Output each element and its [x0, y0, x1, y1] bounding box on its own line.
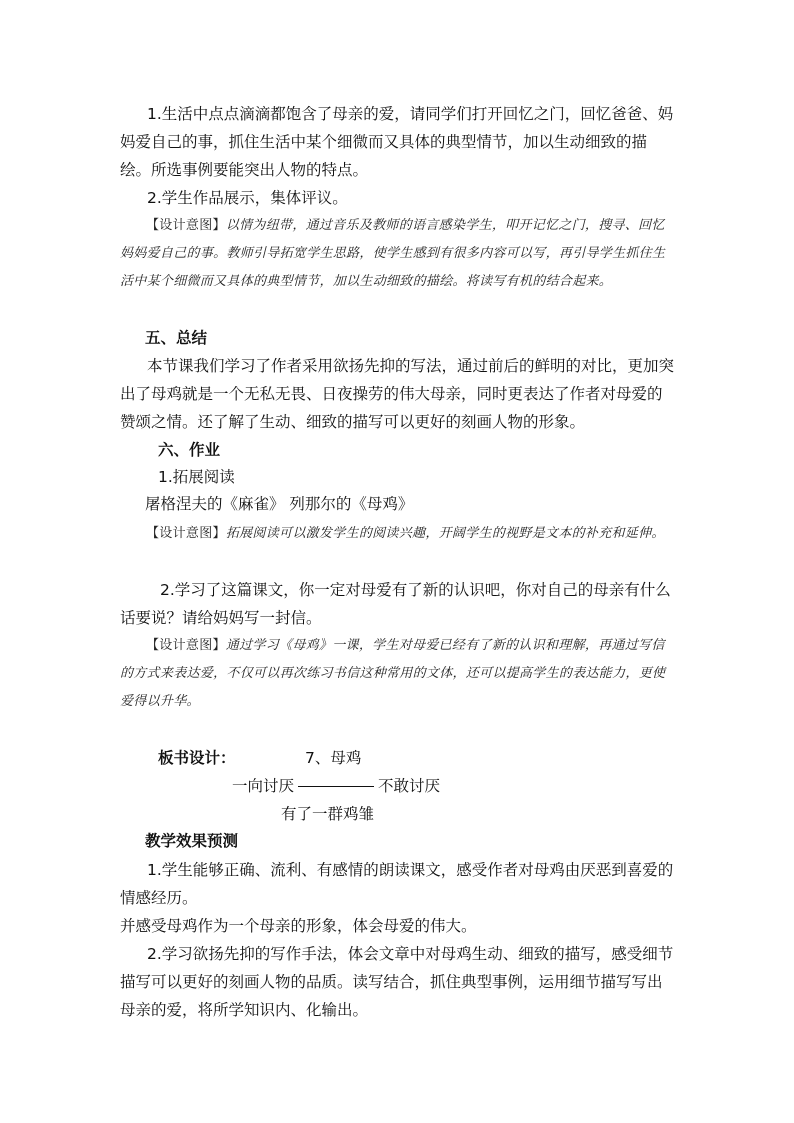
- design-text: 通过学习《母鸡》一课，学生对母爱已经有了新的认识和理解，再通过写信的方式来表达爱，不仅可以再次练习书信这种常用的文体，还可以提高学生的表达能力，更使爱得以升华。: [120, 638, 666, 709]
- effect-item2: 2.学习欲扬先抑的写作手法，体会文章中对母鸡生动、细致的描写，感受细节描写可以更好的刻画人物的品质。读写结合，抓住典型事例，运用细节描写写出母亲的爱，将所学知识内、化输出。: [120, 945, 674, 1019]
- section4-item2: 2.学生作品展示，集体评议。: [147, 189, 348, 207]
- design-tag: 【设计意图】: [146, 526, 226, 541]
- board-left-text: 一向讨厌: [232, 777, 295, 795]
- board-contrast-row: [232, 774, 440, 796]
- effect-heading: 教学效果预测: [145, 832, 239, 850]
- section5-heading: 五、总结: [145, 329, 208, 347]
- board-lesson-title: 7、母鸡: [305, 749, 362, 767]
- section6-item2: 2.学习了这篇课文，你一定对母爱有了新的认识吧，你对自己的母亲有什么话要说？请给妈妈写一封信。: [120, 581, 671, 627]
- section4-design-note: [120, 212, 676, 296]
- board-right-text: 不敢讨厌: [378, 777, 441, 795]
- board-connector-line: [298, 786, 374, 787]
- design-tag: 【设计意图】: [146, 638, 226, 653]
- design-text: 以情为纽带，通过音乐及教师的语言感染学生，叩开记忆之门，搜寻、回忆妈妈爱自己的事。教师引导拓宽学生思路，使学生感到有很多内容可以写，再引导学生抓住生活中某个细微而又具体的典型情节，加以生动细致的描绘。将读写有机的结合起来。: [120, 218, 666, 289]
- board-bottom-text: 有了一群鸡雏: [281, 805, 375, 823]
- section6-design-note-1: [120, 520, 676, 548]
- section6-books: 屠格涅夫的《麻雀》 列那尔的《母鸡》: [145, 495, 414, 513]
- section6-item1: 1.拓展阅读: [158, 468, 235, 486]
- section4-item1: 1.生活中点点滴滴都饱含了母亲的爱，请同学们打开回忆之门，回忆爸爸、妈妈爱自己的事，抓住生活中某个细微而又具体的典型情节，加以生动细致的描绘。所选事例要能突出人物的特点。: [120, 105, 674, 179]
- section6-heading: 六、作业: [158, 441, 221, 459]
- design-tag: 【设计意图】: [146, 218, 226, 233]
- section6-design-note-2: [120, 632, 676, 716]
- design-text: 拓展阅读可以激发学生的阅读兴趣，开阔学生的视野是文本的补充和延伸。: [225, 526, 665, 541]
- effect-item1-cont: 并感受母鸡作为一个母亲的形象，体会母爱的伟大。: [120, 917, 477, 935]
- section5-text: 本节课我们学习了作者采用欲扬先抑的写法，通过前后的鲜明的对比，更加突出了母鸡就是一个无私无畏、日夜操劳的伟大母亲，同时更表达了作者对母爱的赞颂之情。还了解了生动、细致的描写可以更好的刻画人物的形象。: [120, 357, 675, 431]
- effect-item1: 1.学生能够正确、流利、有感情的朗读课文，感受作者对母鸡由厌恶到喜爱的情感经历。: [120, 861, 674, 907]
- board-title: 板书设计：: [158, 749, 236, 767]
